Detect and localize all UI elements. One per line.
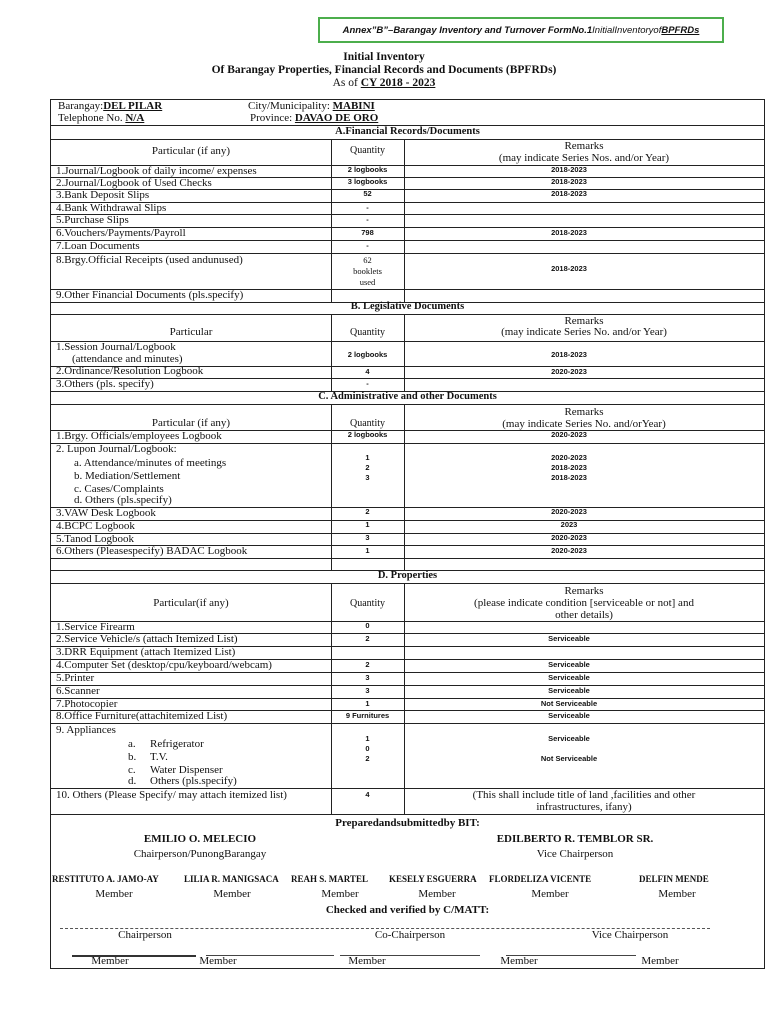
member-3-name: REAH S. MARTEL <box>291 874 368 884</box>
period-value: CY 2018 - 2023 <box>360 77 436 89</box>
section-d-row-2-quantity: 2 <box>365 634 370 643</box>
section-c-row-1-quantity: 2 logbooks <box>347 430 388 439</box>
section-d-row-9-sub-d-label: Others (pls.specify) <box>150 775 237 787</box>
section-c-row-2-quantity-b: 2 <box>365 463 370 472</box>
section-a-row-7-particular: 7.Loan Documents <box>56 240 140 252</box>
section-a-title: A.Financial Records/Documents <box>335 126 480 137</box>
section-c-row-4-remarks: 2023 <box>560 520 578 529</box>
barangay-value: DEL PILAR <box>103 100 163 112</box>
province-line <box>250 113 378 124</box>
section-b-header-particular: Particular <box>169 326 213 338</box>
section-d-row-2-remarks: Serviceable <box>548 634 590 643</box>
section-a-row-8-remarks: 2018-2023 <box>551 264 587 273</box>
section-c-row-2-remarks-c: 2018-2023 <box>551 473 587 482</box>
section-d-row-6-remarks: Serviceable <box>548 686 590 695</box>
section-d-row-3-particular: 3.DRR Equipment (attach Itemized List) <box>56 646 236 658</box>
section-a-row-1-particular: 1.Journal/Logbook of daily income/ expenses <box>56 165 257 177</box>
section-d-row-6-particular: 6.Scanner <box>56 685 100 697</box>
section-c-row-6-remarks: 2020-2023 <box>551 546 587 555</box>
section-d-row-9-sub-c: c. <box>128 764 136 776</box>
barangay-label: Barangay: <box>58 100 104 112</box>
section-a-row-5-quantity: - <box>366 215 369 224</box>
section-c-row-6-quantity: 1 <box>365 546 370 555</box>
section-a-header-quantity: Quantity <box>350 145 385 156</box>
city-value: MABINI <box>332 100 375 112</box>
province-value: DAVAO DE ORO <box>294 112 379 124</box>
section-d-row-9-sub-a-label: Refrigerator <box>150 738 204 750</box>
section-c-row-4-quantity: 1 <box>365 520 370 529</box>
section-c-row-5-remarks: 2020-2023 <box>551 533 587 542</box>
section-d-row-4-particular: 4.Computer Set (desktop/cpu/keyboard/webcam) <box>56 659 272 671</box>
section-a-row-6-quantity: 798 <box>361 228 374 237</box>
chairperson-name: EMILIO O. MELECIO <box>143 833 257 845</box>
section-b-row-3-quantity: - <box>366 379 369 388</box>
cmatt-member-3-role: Member <box>348 955 386 967</box>
section-a-row-1-remarks: 2018-2023 <box>551 165 587 174</box>
cmatt-member-5-role: Member <box>641 955 679 967</box>
section-c-row-2-remarks-a: 2020-2023 <box>551 453 587 462</box>
section-a-header-remarks: Remarks <box>564 140 604 152</box>
section-d-row-9-sub-b: b. <box>128 751 137 763</box>
section-a-row-2-quantity: 3 logbooks <box>347 177 388 186</box>
member-2-role: Member <box>213 888 251 900</box>
cmatt-chairperson-role: Chairperson <box>118 929 172 941</box>
section-c-row-2-sub-a: a. Attendance/minutes of meetings <box>74 457 227 469</box>
section-d-row-5-remarks: Serviceable <box>548 673 590 682</box>
barangay-line <box>58 101 162 112</box>
section-a-row-4-particular: 4.Bank Withdrawal Slips <box>56 202 167 214</box>
member-6-role: Member <box>658 888 696 900</box>
doc-subtitle: Of Barangay Properties, Financial Records and Documents (BPFRDs) <box>211 64 557 76</box>
cmatt-member-1-role: Member <box>91 955 129 967</box>
section-c-row-3-particular: 3.VAW Desk Logbook <box>56 507 156 519</box>
section-d-header-particular: Particular(if any) <box>153 597 229 609</box>
telephone-label: Telephone No. <box>58 112 126 124</box>
section-d-header-remarks-note: (please indicate condition [serviceable or not] and <box>474 597 694 609</box>
section-b-row-1-particular-note: (attendance and minutes) <box>72 353 183 365</box>
section-d-row-10-remarks-2: infrastructures, ifany) <box>536 801 632 813</box>
section-a-row-9-particular: 9.Other Financial Documents (pls.specify) <box>56 289 244 301</box>
section-d-row-2-particular: 2.Service Vehicle/s (attach Itemized List) <box>56 633 238 645</box>
section-c-row-4-particular: 4.BCPC Logbook <box>56 520 135 532</box>
section-b-row-2-remarks: 2020-2023 <box>551 367 587 376</box>
member-3-role: Member <box>321 888 359 900</box>
section-a-row-7-quantity: - <box>366 241 369 250</box>
chairperson-role: Chairperson/PunongBarangay <box>133 848 267 860</box>
cmatt-member-2-role: Member <box>199 955 237 967</box>
member-1-name: RESTITUTO A. JAMO-AY <box>52 874 159 884</box>
section-a-row-8-particular: 8.Brgy.Official Receipts (used andunused) <box>56 254 243 266</box>
section-d-row-9-sub-a: a. <box>128 738 136 750</box>
section-d-row-7-particular: 7.Photocopier <box>56 698 118 710</box>
annex-form: Barangay Inventory and Turnover FormNo.1 <box>393 24 593 36</box>
section-a-row-2-remarks: 2018-2023 <box>551 177 587 186</box>
annex-prefix: Annex”B”– <box>342 24 394 36</box>
cmatt-member-4-role: Member <box>500 955 538 967</box>
member-4-name: KESELY ESGUERRA <box>389 874 477 884</box>
section-d-row-10-particular: 10. Others (Please Specify/ may attach itemized list) <box>56 789 287 801</box>
section-a-row-3-particular: 3.Bank Deposit Slips <box>56 189 150 201</box>
section-d-row-5-quantity: 3 <box>365 673 370 682</box>
section-d-row-9-particular: 9. Appliances <box>56 724 116 736</box>
section-d-header-remarks-note-2: other details) <box>555 609 613 621</box>
section-a-row-3-quantity: 52 <box>363 189 372 198</box>
section-c-header-particular: Particular (if any) <box>151 417 231 429</box>
section-c-title: C. Administrative and other Documents <box>318 391 497 402</box>
annex-label <box>318 17 724 43</box>
section-b-header-remarks: Remarks <box>564 315 604 327</box>
section-b-row-1-remarks: 2018-2023 <box>551 350 587 359</box>
section-a-row-8-quantity: 62 <box>363 255 372 265</box>
section-d-row-9-quantity-c: 2 <box>365 754 370 763</box>
section-a-row-4-quantity: - <box>366 203 369 212</box>
section-b-row-1-quantity: 2 logbooks <box>347 350 388 359</box>
section-d-row-1-particular: 1.Service Firearm <box>56 621 135 633</box>
section-d-header-quantity: Quantity <box>350 598 385 609</box>
section-b-row-3-particular: 3.Others (pls. specify) <box>56 378 154 390</box>
section-d-row-9-sub-b-label: T.V. <box>150 751 168 763</box>
member-5-role: Member <box>531 888 569 900</box>
section-d-row-4-quantity: 2 <box>365 660 370 669</box>
section-c-row-2-sub-d: d. Others (pls.specify) <box>74 494 172 506</box>
member-4-role: Member <box>418 888 456 900</box>
cmatt-vice-chairperson-role: Vice Chairperson <box>591 929 669 941</box>
section-a-row-2-particular: 2.Journal/Logbook of Used Checks <box>56 177 212 189</box>
section-c-header-quantity: Quantity <box>350 418 385 429</box>
telephone-line <box>58 113 144 124</box>
section-d-row-9-remarks-a: Serviceable <box>548 734 590 743</box>
section-b-row-2-particular: 2.Ordinance/Resolution Logbook <box>56 365 204 377</box>
section-c-row-2-quantity-c: 3 <box>365 473 370 482</box>
section-d-row-9-remarks-b: Not Serviceable <box>540 754 598 763</box>
section-d-row-9-sub-c-label: Water Dispenser <box>150 764 223 776</box>
member-5-name: FLORDELIZA VICENTE <box>489 874 592 884</box>
section-d-row-9-quantity-a: 1 <box>365 734 370 743</box>
section-b-row-1-particular: 1.Session Journal/Logbook <box>56 341 176 353</box>
section-d-row-9-sub-d: d. <box>128 775 137 787</box>
member-2-name: LILIA R. MANIGSACA <box>184 874 279 884</box>
section-c-header-remarks-note: (may indicate Series No. and/orYear) <box>502 418 666 430</box>
annex-bpfrds: BPFRDs <box>661 24 700 36</box>
section-d-row-10-quantity: 4 <box>365 790 370 799</box>
city-label: City/Municipality: <box>248 100 333 112</box>
section-c-row-5-quantity: 3 <box>365 533 370 542</box>
section-d-row-7-quantity: 1 <box>365 699 370 708</box>
section-a-row-3-remarks: 2018-2023 <box>551 189 587 198</box>
section-c-row-1-remarks: 2020-2023 <box>551 430 587 439</box>
section-a-row-1-quantity: 2 logbooks <box>347 165 388 174</box>
section-b-header-remarks-note: (may indicate Series No. and/or Year) <box>501 326 667 338</box>
section-d-row-4-remarks: Serviceable <box>548 660 590 669</box>
telephone-value: N/A <box>125 112 145 124</box>
vice-chairperson-role: Vice Chairperson <box>536 848 614 860</box>
prepared-by-label: Preparedandsubmittedby BIT: <box>335 817 480 829</box>
section-c-row-2-sub-c: c. Cases/Complaints <box>74 483 164 495</box>
section-a-row-5-particular: 5.Purchase Slips <box>56 214 129 226</box>
section-c-row-3-quantity: 2 <box>365 507 370 516</box>
doc-title: Initial Inventory <box>343 51 425 63</box>
section-d-row-8-particular: 8.Office Furniture(attachitemized List) <box>56 710 228 722</box>
section-a-header-remarks-note: (may indicate Series Nos. and/or Year) <box>498 152 670 164</box>
doc-period <box>0 77 768 90</box>
section-c-row-6-particular: 6.Others (Pleasespecify) BADAC Logbook <box>56 545 248 557</box>
section-c-header-remarks: Remarks <box>564 406 604 418</box>
city-line <box>248 101 375 112</box>
section-d-row-10-remarks: (This shall include title of land ,facilities and other <box>472 789 696 801</box>
section-d-row-5-particular: 5.Printer <box>56 672 95 684</box>
section-d-title: D. Properties <box>377 570 438 581</box>
section-d-row-6-quantity: 3 <box>365 686 370 695</box>
section-c-row-3-remarks: 2020-2023 <box>551 507 587 516</box>
province-label: Province: <box>250 112 295 124</box>
section-d-row-8-quantity: 9 Furnitures <box>345 711 390 720</box>
section-b-header-quantity: Quantity <box>350 327 385 338</box>
checked-by-label: Checked and verified by C/MATT: <box>325 904 490 916</box>
section-b-row-2-quantity: 4 <box>365 367 370 376</box>
annex-inventory: InitialInventoryof <box>592 24 662 36</box>
section-d-row-1-quantity: 0 <box>365 621 370 630</box>
member-6-name: DELFIN MENDE <box>639 874 709 884</box>
section-b-title: B. Legislative Documents <box>350 301 465 312</box>
vice-chairperson-name: EDILBERTO R. TEMBLOR SR. <box>496 833 654 845</box>
section-c-row-1-particular: 1.Brgy. Officials/employees Logbook <box>56 430 222 442</box>
section-c-row-2-remarks-b: 2018-2023 <box>551 463 587 472</box>
section-c-row-2-sub-b: b. Mediation/Settlement <box>74 470 181 482</box>
section-a-header-particular: Particular (if any) <box>151 145 231 157</box>
section-d-row-7-remarks: Not Serviceable <box>540 699 598 708</box>
section-a-row-8-quantity-status: used <box>359 277 376 287</box>
period-label: As of <box>332 77 361 89</box>
section-d-header-remarks: Remarks <box>564 585 604 597</box>
section-a-row-8-quantity-unit: booklets <box>353 266 382 276</box>
section-c-row-2-particular: 2. Lupon Journal/Logbook: <box>56 443 177 455</box>
section-d-row-9-quantity-b: 0 <box>365 744 370 753</box>
section-c-row-2-quantity-a: 1 <box>365 453 370 462</box>
section-d-row-8-remarks: Serviceable <box>548 711 590 720</box>
cmatt-co-chairperson-role: Co-Chairperson <box>374 929 446 941</box>
member-1-role: Member <box>95 888 133 900</box>
section-a-row-6-particular: 6.Vouchers/Payments/Payroll <box>56 227 186 239</box>
section-c-row-5-particular: 5.Tanod Logbook <box>56 533 135 545</box>
section-a-row-6-remarks: 2018-2023 <box>551 228 587 237</box>
